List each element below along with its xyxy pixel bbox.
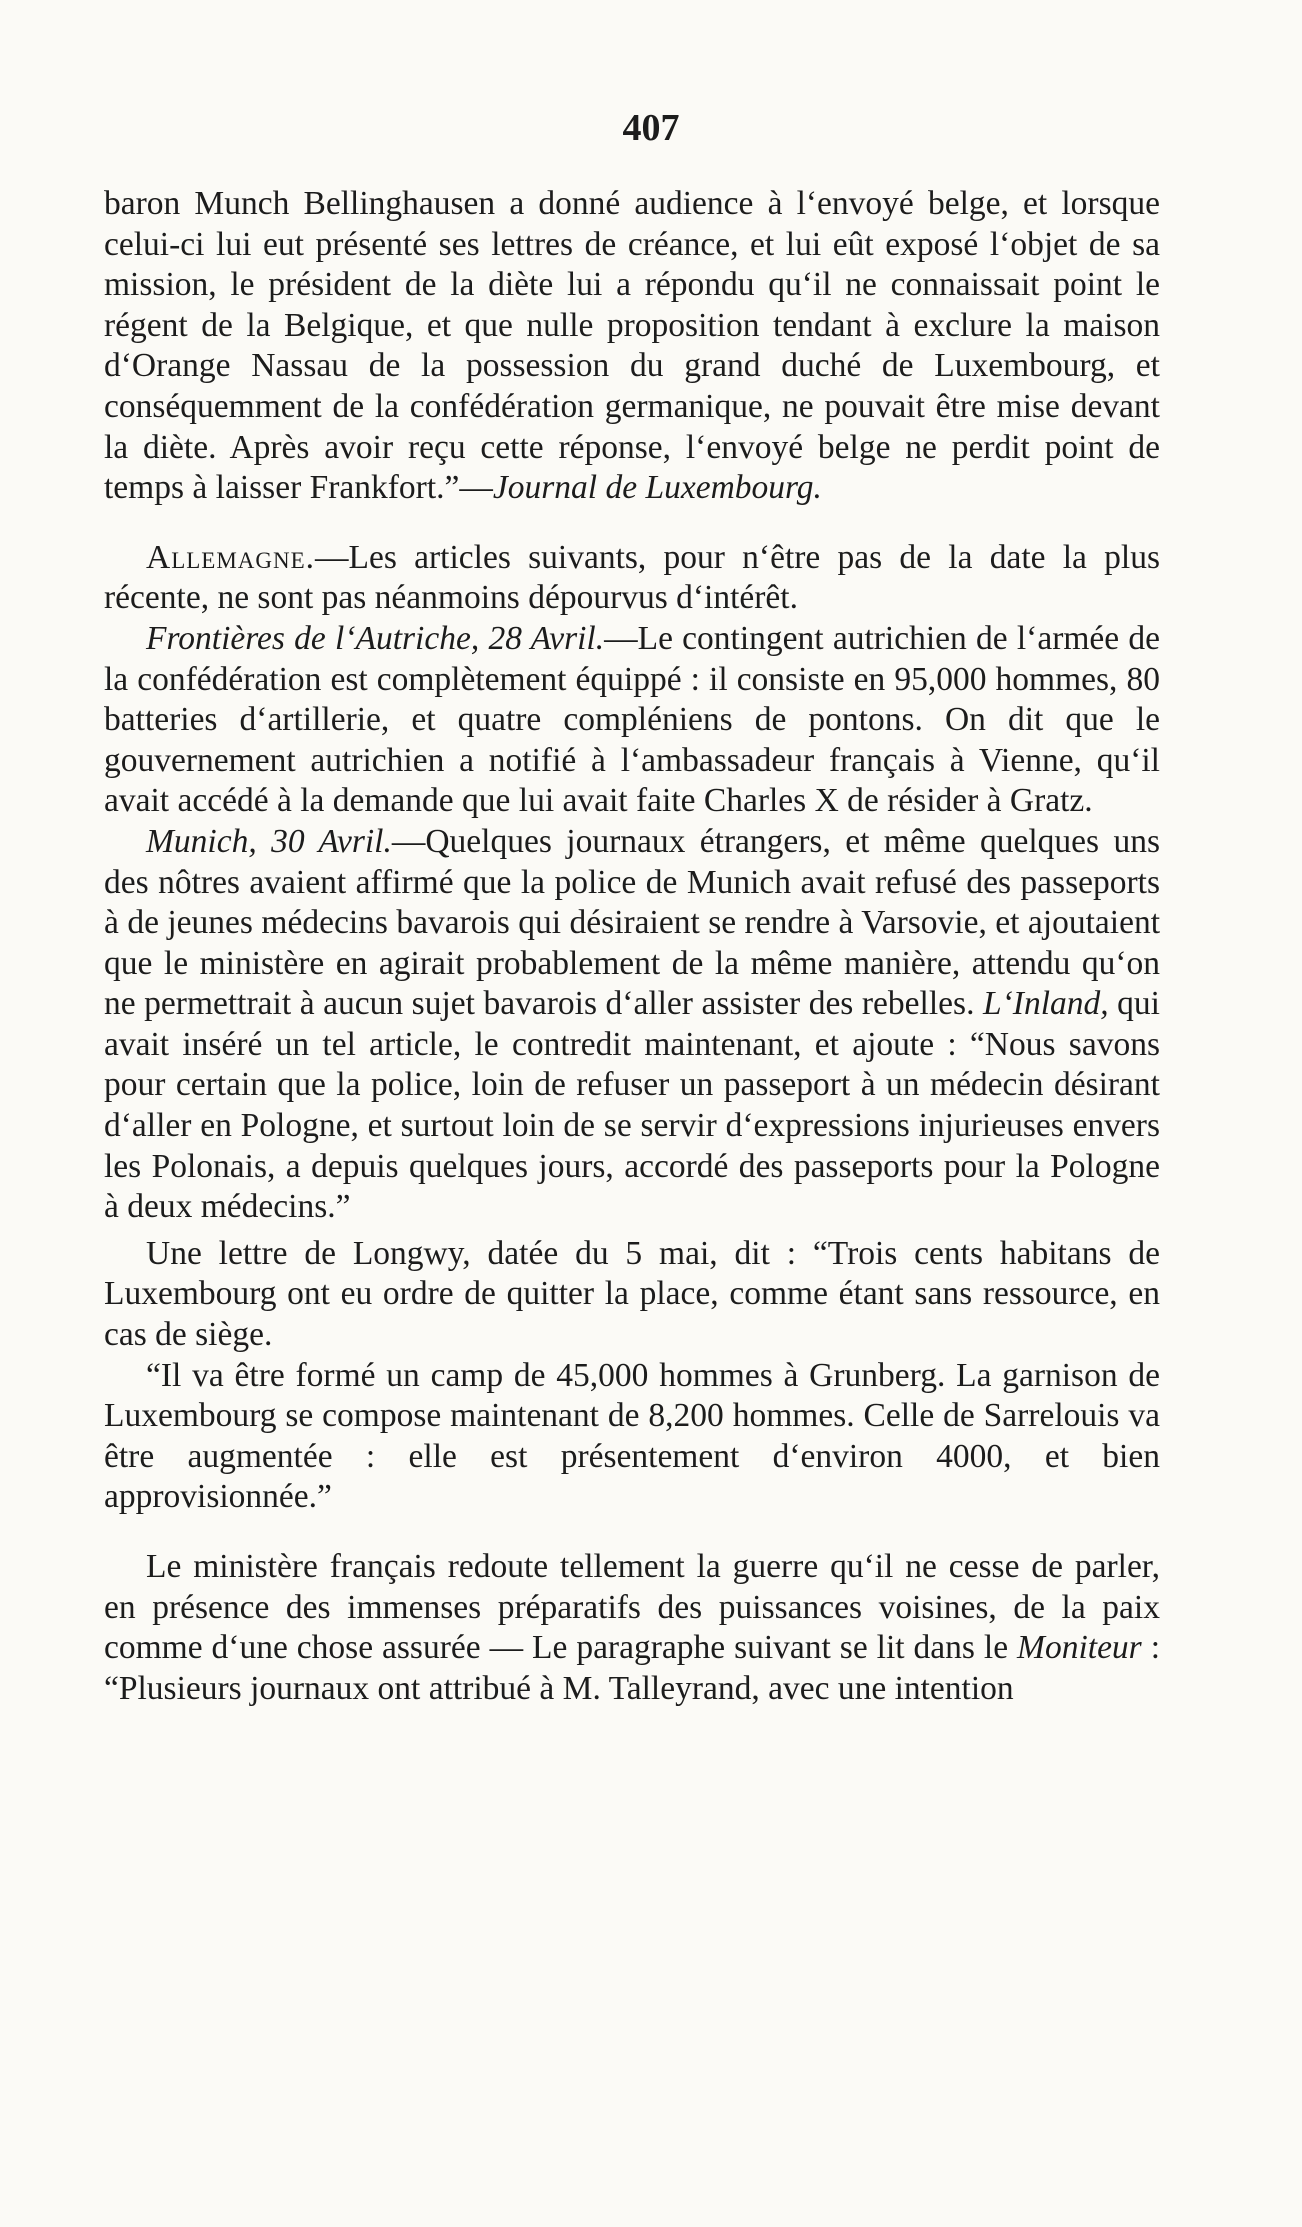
paragraph-camp-grunberg (104, 1356, 1160, 1518)
dateline: Munich, 30 Avril. (146, 822, 392, 860)
paragraph-text: : “Plusieurs journaux ont attribué à M. Talleyrand, avec une intention (104, 1629, 1160, 1707)
paragraph-longwy-letter (104, 1234, 1160, 1356)
paragraph-allemagne (104, 538, 1160, 619)
paragraph-austria (104, 619, 1160, 822)
paragraph-text: Une lettre de Longwy, datée du 5 mai, dit : “Trois cents habitans de Luxembourg ont eu ordre de quitter la place, comme étant sans ressource, en cas de siège. (104, 1234, 1160, 1354)
paragraph-text: “Il va être formé un camp de 45,000 hommes à Grunberg. La garnison de Luxembourg se compose maintenant de 8,200 hommes. Celle de Sarrelouis va être augmentée : elle est présentement d‘environ 4000, et bien approvisionnée.” (104, 1356, 1160, 1516)
newspaper-name: L‘Inland, (983, 985, 1109, 1023)
newspaper-name: Moniteur (1017, 1629, 1142, 1667)
paragraph-text: —Quelques journaux étrangers, et même quelques uns des nôtres avaient affirmé que la police de Munich avait refusé des passeports à de jeunes médecins bavarois qui désiraient se rendre à Varsovie, et ajoutaient que le ministère en agirait probablement de la même manière, attendu qu‘on ne permettrait à aucun sujet bavarois d‘aller assister des rebelles. (104, 822, 1160, 1023)
source-citation: Journal de Luxembourg. (492, 469, 822, 507)
paragraph-munich (104, 822, 1160, 1228)
section-heading: Allemagne. (146, 538, 316, 576)
page-number: 407 (622, 107, 680, 149)
dateline: Frontières de l‘Autriche, 28 Avril. (146, 619, 605, 657)
body-text (104, 184, 1160, 1709)
paragraph-text: qui avait inséré un tel article, le contredit maintenant, et ajoute : “Nous savons pour certain que la police, loin de refuser un passeport à un médecin désirant d‘aller en Pologne, et surtout loin de se servir d‘expressions injurieuses envers les Polonais, a depuis quelques jours, accordé des passeports pour la Pologne à deux médecins.” (104, 985, 1160, 1226)
paragraph-text: —Les articles suivants, pour n‘être pas de la date la plus récente, ne sont pas néanmoins dépourvus d‘intérêt. (104, 538, 1160, 617)
paragraph-belgian-envoy (104, 184, 1160, 509)
paragraph-text: Le ministère français redoute tellement la guerre qu‘il ne cesse de parler, en présence des immenses préparatifs des puissances voisines, de la paix comme d‘une chose assurée — Le paragraphe suivant se lit dans le (104, 1548, 1160, 1667)
paragraph-text: —Le contingent autrichien de l‘armée de la confédération est complètement équippé : il consiste en 95,000 hommes, 80 batteries d‘artillerie, et quatre compléniens de pontons. On dit que le gouvernement autrichien a notifié à l‘ambassadeur français à Vienne, qu‘il avait accédé à la demande que lui avait faite Charles X de résider à Gratz. (104, 619, 1160, 820)
paragraph-text: baron Munch Bellinghausen a donné audience à l‘envoyé belge, et lorsque celui-ci lui eut présenté ses lettres de créance, et lui eût exposé l‘objet de sa mission, le président de la diète lui a répondu qu‘il ne connaissait point le régent de la Belgique, et que nulle proposition tendant à exclure la maison d‘Orange Nassau de la possession du grand duché de Luxembourg, et conséquemment de la confédération germanique, ne pouvait être mise devant la diète. Après avoir reçu cette réponse, l‘envoyé belge ne perdit point de temps à laisser Frankfort.”— (104, 185, 1160, 507)
paragraph-french-ministry (104, 1547, 1160, 1709)
